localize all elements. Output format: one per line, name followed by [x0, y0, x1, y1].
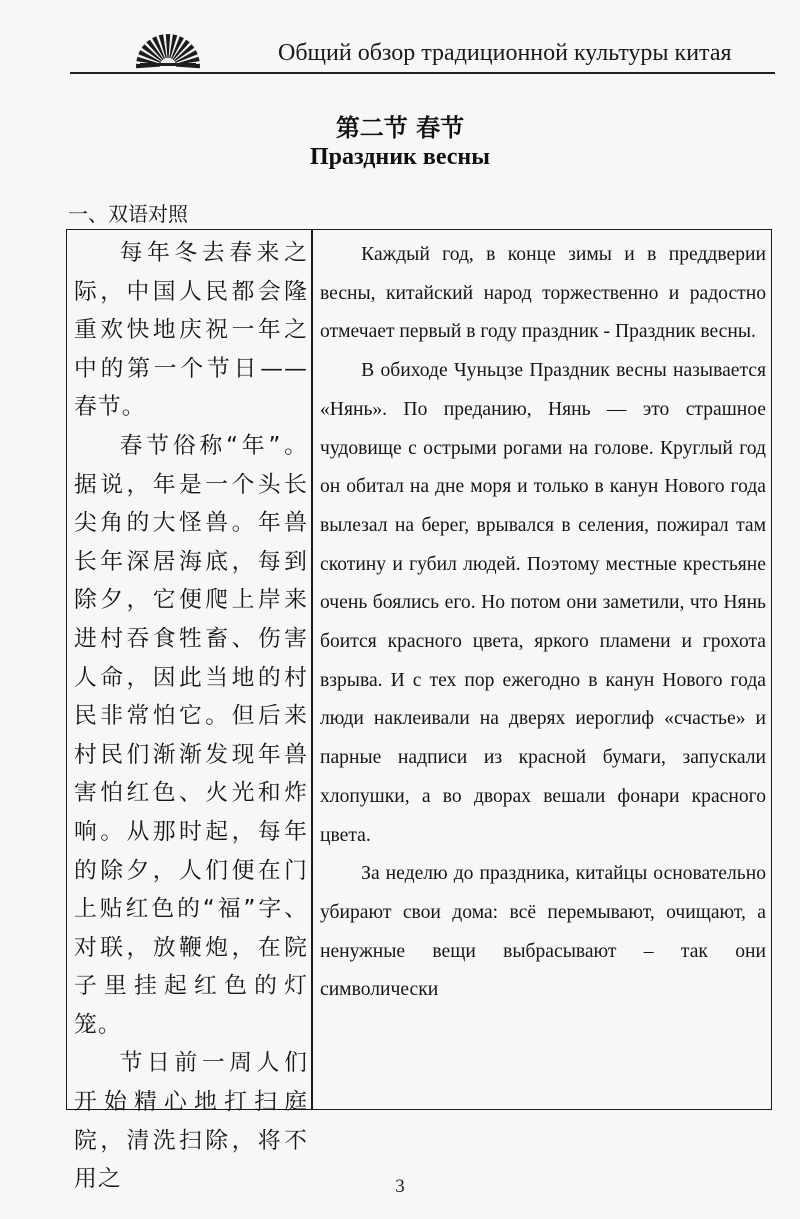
page-number: 3: [395, 1176, 405, 1197]
header-rule: [70, 72, 775, 74]
chinese-paragraph: 节日前一周人们开始精心地打扫庭院，清洗扫除，将不用之: [74, 1050, 308, 1193]
running-header: [70, 24, 775, 76]
section-subtitle: Праздник весны: [310, 144, 490, 170]
chinese-paragraph: 春节俗称“年”。据说，年是一个头长尖角的大怪兽。年兽长年深居海底，每到除夕，它便爬上岸来进村吞食牲畜、伤害人命，因此当地的村民非常怕它。但后来村民们渐渐发现年兽害怕红色、火光和炸响。从那时起，每年的除夕，人们便在门上贴红色的“福”字、对联，放鞭炮，在院子里挂起红色的灯笼。: [74, 432, 308, 1038]
running-header-title: Общий обзор традиционной культуры китая: [278, 40, 732, 66]
chinese-paragraph: 每年冬去春来之际，中国人民都会隆重欢快地庆祝一年之中的第一个节日——春节。: [74, 240, 308, 421]
russian-paragraph: Каждый год, в конце зимы и в преддверии весны, китайский народ торжественно и радостно отмечает первый в году праздник - Праздник весны.: [320, 244, 766, 343]
russian-paragraph: За неделю до праздника, китайцы основательно убирают свои дома: всё перемывают, очищают, а ненужные вещи выбрасывают – так они символически: [320, 863, 766, 1001]
section-title: 第二节 春节: [335, 113, 465, 142]
part-heading: 一、双语对照: [68, 202, 188, 226]
russian-paragraph: В обиходе Чуньцзе Праздник весны называется «Нянь». По преданию, Нянь — это страшное чудовище с острыми рогами на голове. Круглый год он обитал на дне моря и только в канун Нового года вылезал на берег, врывался в селения, пожирал там скотину и губил людей. Поэтому местные крестьяне очень боялись его. Но потом они заметили, что Нянь боится красного цвета, яркого пламени и грохота взрыва. И с тех пор ежегодно в канун Нового года люди наклеивали на дверях иероглиф «счастье» и парные надписи из красной бумаги, запускали хлопушки, а во дворах вешали фонари красного цвета.: [320, 360, 766, 846]
column-divider: [311, 230, 313, 1109]
fan-icon: [134, 30, 202, 70]
russian-column: [320, 236, 766, 1106]
chinese-column: [74, 234, 308, 1193]
bilingual-table: [66, 229, 772, 1193]
